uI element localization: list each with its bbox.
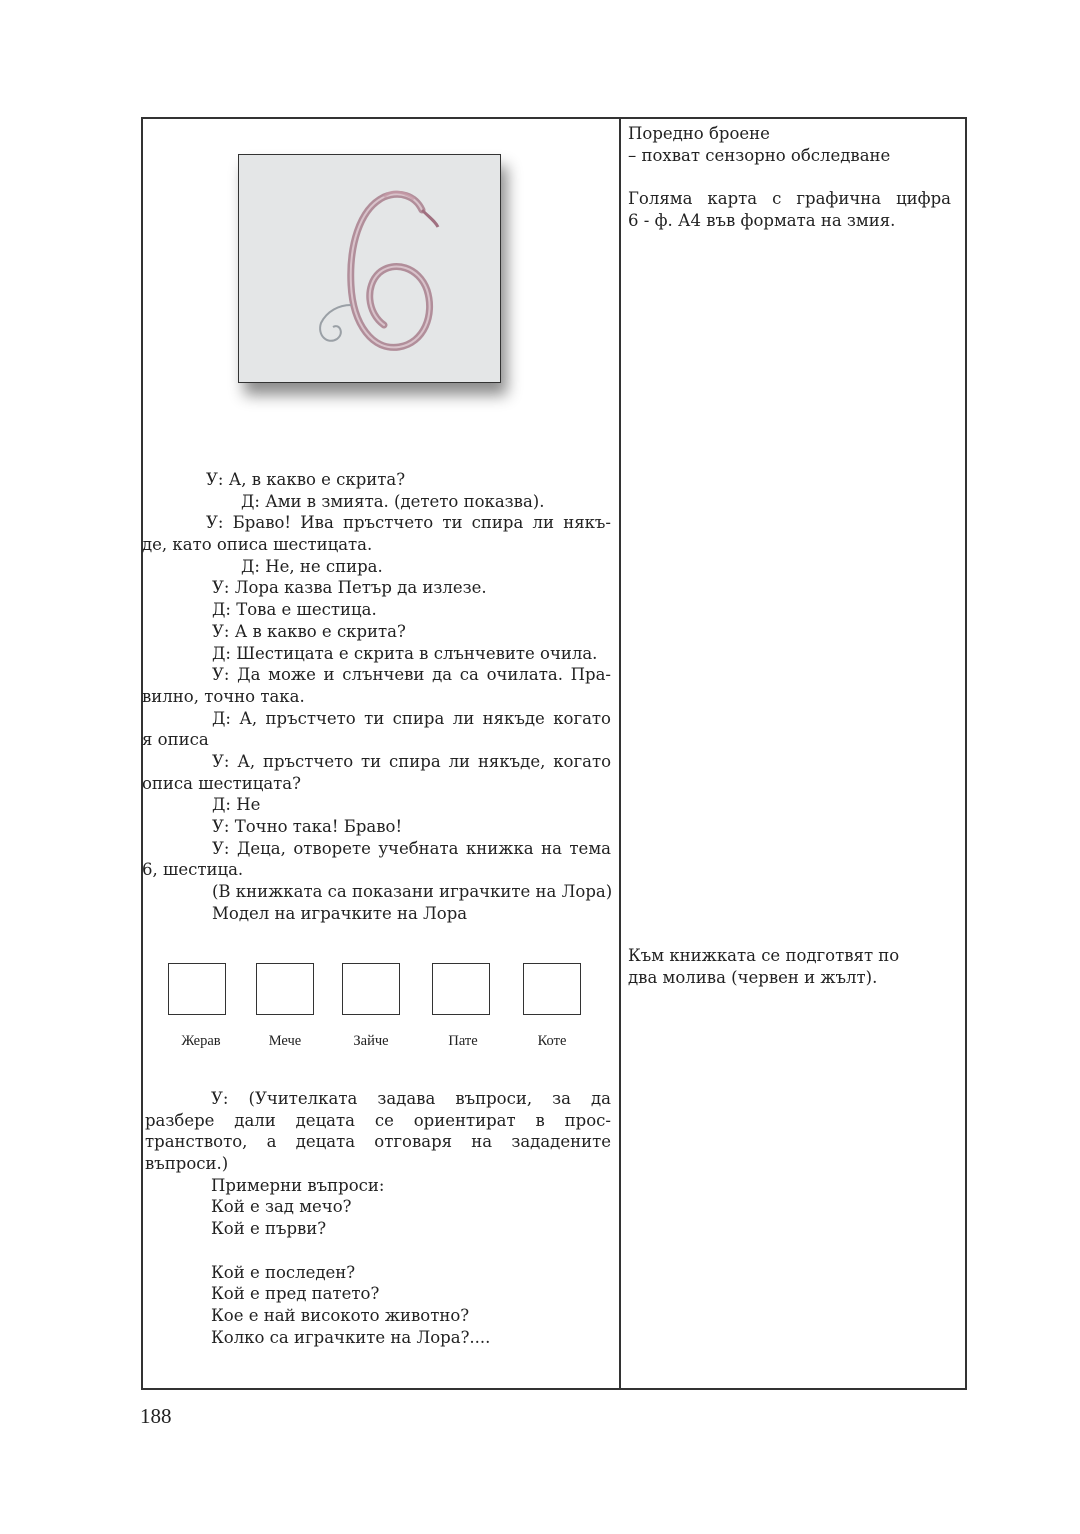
text-line: Кой е пред патето? [211,1284,380,1304]
text-line: У: Браво! Ива пръстчето ти спира ли някъ- [206,513,611,533]
questions-lines [145,1088,611,1348]
toy-box [256,963,314,1015]
text-line: 6 - ф. А4 във формата на змия. [628,210,896,230]
text-line: де, като описа шестицата. [142,535,373,555]
toy-box [342,963,400,1015]
text-line: (В книжката са показани играчките на Лора) [212,882,613,902]
text-line: Д: Ами в змията. (детето показва). [241,491,545,511]
toy-box [523,963,581,1015]
text-line: Кое е най високото животно? [211,1305,470,1325]
page-number: 188 [140,1404,172,1428]
snake-six-drawing [239,155,502,384]
text-line: Кой е първи? [211,1219,327,1239]
text-line: У: Да може и слънчеви да са очилата. Пра- [212,665,611,685]
text-line: У: (Учителката задава въпроси, за да [211,1089,611,1108]
toy-label: Пате [448,1033,478,1049]
text-line: вилно, точно така. [142,686,305,706]
text-line: 6, шестица. [142,860,244,880]
text-line: Колко са играчките на Лора?.... [211,1327,491,1347]
text-line: У: А, в какво е скрита? [206,470,406,489]
text-line: У: А в какво е скрита? [212,621,406,641]
toy-box [168,963,226,1015]
text-line: Д: Не [212,795,261,815]
text-line: Примерни въпроси: [211,1175,385,1195]
text-line [211,1240,611,1262]
text-line: У: Деца, отворете учебната книжка на тема [212,838,611,858]
text-line: У: Лора казва Петър да излезе. [212,578,487,598]
text-line: я описа [142,730,209,750]
digit-six-card-image [238,154,501,383]
text-line: два молива (червен и жълт). [628,967,878,987]
toy-label: Зайче [353,1033,389,1049]
text-line: Модел на играчките на Лора [212,903,468,923]
dialogue-lines [142,469,613,924]
text-line: Поредно броене [628,124,770,143]
text-line: Д: Това е шестица. [212,600,377,620]
text-line: Д: А, пръстчето ти спира ли някъде когато [212,708,611,728]
card-photo [238,154,501,383]
text-line: Кой е зад мечо? [211,1197,352,1217]
column-divider [619,117,621,1390]
notes-top [628,123,958,231]
text-line: У: А, пръстчето ти спира ли някъде, когато [212,751,611,771]
notes-bottom [628,945,958,988]
toys-model [165,963,605,1063]
toy-label: Жерав [181,1033,221,1049]
text-line: Към книжката се подготвят по [628,946,900,965]
text-line: У: Точно така! Браво! [212,817,403,836]
toy-box [432,963,490,1015]
text-line: Д: Не, не спира. [241,556,383,576]
toy-label: Мече [268,1033,302,1049]
text-line: Д: Шестицата е скрита в слънчевите очила. [212,643,598,663]
text-line: описа шестицата? [142,773,301,793]
text-line [628,166,951,188]
text-line: – похват сензорно обследване [628,145,891,165]
toy-label: Коте [537,1033,567,1049]
text-line: разбере дали децата се ориентират в прос- [145,1110,611,1130]
text-line: въпроси.) [145,1154,229,1174]
text-line: Кой е последен? [211,1262,356,1282]
text-line: транството, а децата отговаря на зададените [145,1132,611,1152]
text-line: Голяма карта с графична цифра [628,189,951,209]
